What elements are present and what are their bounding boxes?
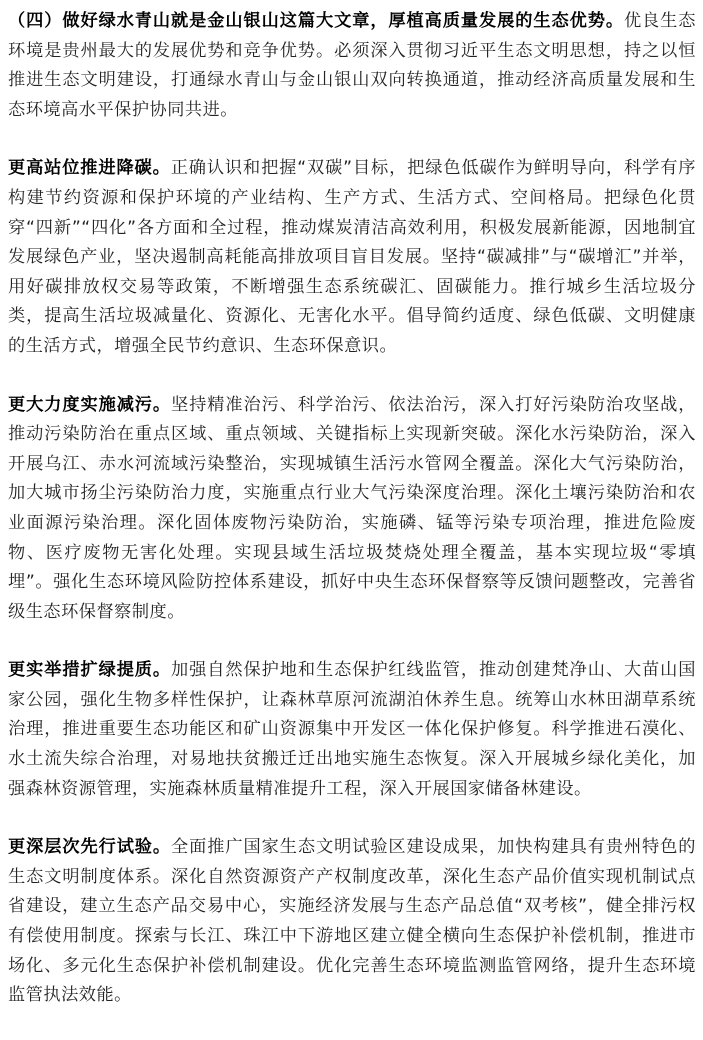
paragraph-heading: 更大力度实施减污。 xyxy=(8,394,172,415)
paragraph-pilot-trials xyxy=(8,833,696,1011)
paragraph-heading: 更高站位推进降碳。 xyxy=(8,158,171,179)
paragraph-heading: 更实举措扩绿提质。 xyxy=(8,660,172,681)
paragraph-ecology-advantage xyxy=(8,7,696,125)
paragraph-carbon-reduction xyxy=(8,154,696,361)
paragraph-text: 正确认识和把握“双碳”目标，把绿色低碳作为鲜明导向，科学有序构建节约资源和保护环境的产业结构、生产方式、生活方式、空间格局。把绿色化贯穿“四新”“四化”各方面和全过程，推动煤炭清洁高效利用，积极发展新能源，因地制宜发展绿色产业，坚决遏制高耗能高排放项目盲目发展。坚持“碳减排”与“碳增汇”并举，用好碳排放权交易等政策，不断增强生态系统碳汇、固碳能力。推行城乡生活垃圾分类，提高生活垃圾减量化、资源化、无害化水平。倡导简约适度、绿色低碳、文明健康的生活方式，增强全民节约意识、生态环保意识。 xyxy=(8,158,696,356)
paragraph-text: 坚持精准治污、科学治污、依法治污，深入打好污染防治攻坚战，推动污染防治在重点区域、重点领域、关键指标上实现新突破。深化水污染防治，深入开展乌江、赤水河流域污染整治，实现城镇生活污水管网全覆盖。深化大气污染防治，加大城市扬尘污染防治力度，实施重点行业大气污染深度治理。深化土壤污染防治和农业面源污染治理。深化固体废物污染防治，实施磷、锰等污染专项治理，推进危险废物、医疗废物无害化处理。实现县域生活垃圾焚烧处理全覆盖，基本实现垃圾“零填埋”。强化生态环境风险防控体系建设，抓好中央生态环保督察等反馈问题整改，完善省级生态环保督察制度。 xyxy=(8,394,696,622)
paragraph-heading: 更深层次先行试验。 xyxy=(8,837,172,858)
paragraph-text: 加强自然保护地和生态保护红线监管，推动创建梵净山、大苗山国家公园，强化生物多样性保护，让森林草原河流湖泊休养生息。统筹山水林田湖草系统治理，推进重要生态功能区和矿山资源集中开发区一体化保护修复。科学推进石漠化、水土流失综合治理，对易地扶贫搬迁迁出地实施生态恢复。深入开展城乡绿化美化，加强森林资源管理，实施森林质量精准提升工程，深入开展国家储备林建设。 xyxy=(8,660,696,799)
paragraph-heading: （四）做好绿水青山就是金山银山这篇大文章，厚植高质量发展的生态优势。 xyxy=(8,11,624,31)
paragraph-text: 全面推广国家生态文明试验区建设成果，加快构建具有贵州特色的生态文明制度体系。深化自然资源资产产权制度改革，深化生态产品价值实现机制试点省建设，建立生态产品交易中心，实施经济发展与生态产品总值“双考核”，健全排污权有偿使用制度。探索与长江、珠江中下游地区建立健全横向生态保护补偿机制，推进市场化、多元化生态保护补偿机制建设。优化完善生态环境监测监管网络，提升生态环境监管执法效能。 xyxy=(8,837,696,1006)
paragraph-text: 优良生态环境是贵州最大的发展优势和竞争优势。必须深入贯彻习近平生态文明思想，持之以恒推进生态文明建设，打通绿水青山与金山银山双向转换通道，推动经济高质量发展和生态环境高水平保护协同共进。 xyxy=(8,11,696,120)
paragraph-pollution-reduction xyxy=(8,391,696,628)
paragraph-greening xyxy=(8,656,696,804)
article-body xyxy=(8,7,696,1040)
